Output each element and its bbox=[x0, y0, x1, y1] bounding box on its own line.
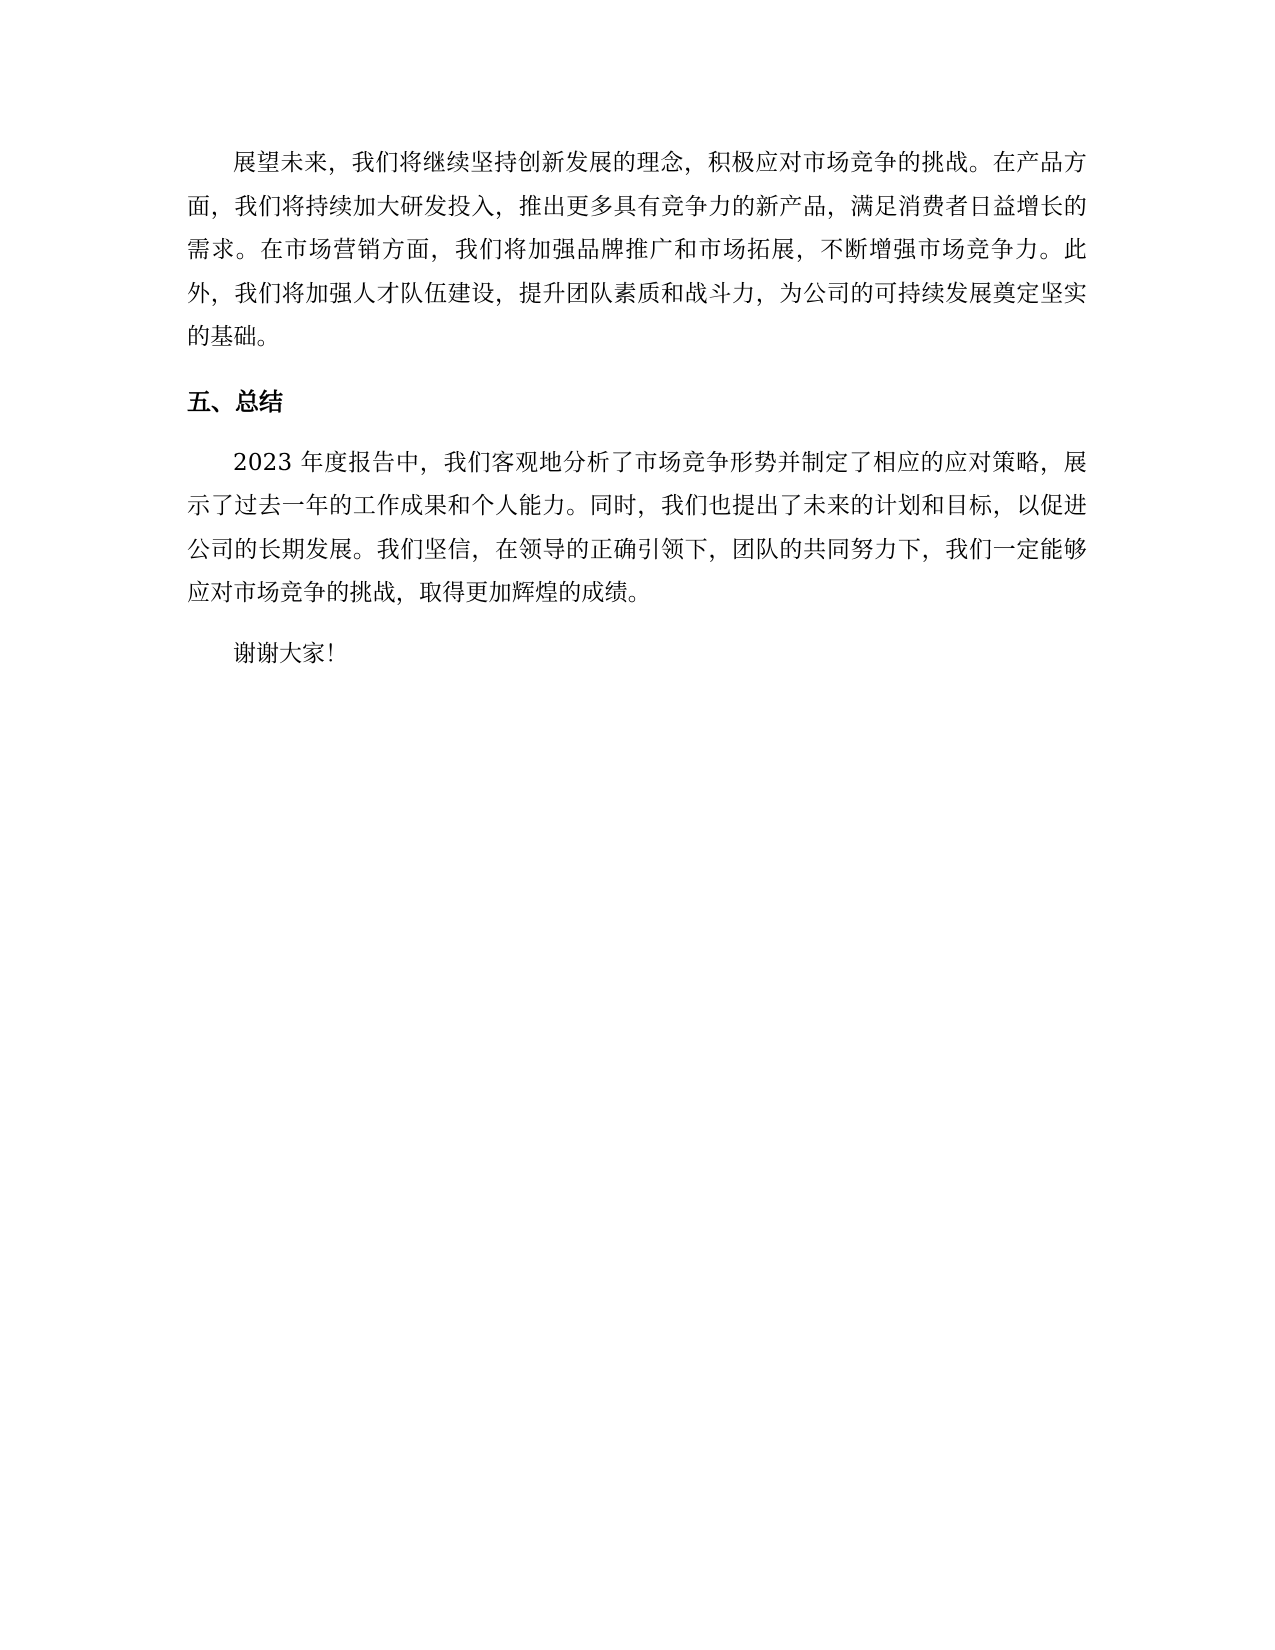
paragraph-summary: 2023 年度报告中，我们客观地分析了市场竞争形势并制定了相应的应对策略，展示了过去一年的工作成果和个人能力。同时，我们也提出了未来的计划和目标，以促进公司的长期发展。我们坚信，在领导的正确引领下，团队的共同努力下，我们一定能够应对市场竞争的挑战，取得更加辉煌的成绩。 bbox=[187, 449, 1087, 606]
closing-thanks: 谢谢大家！ bbox=[233, 640, 348, 667]
section-heading-summary: 五、总结 bbox=[187, 387, 283, 416]
document-body bbox=[187, 142, 1087, 676]
paragraph-future-outlook: 展望未来，我们将继续坚持创新发展的理念，积极应对市场竞争的挑战。在产品方面，我们将持续加大研发投入，推出更多具有竞争力的新产品，满足消费者日益增长的需求。在市场营销方面，我们将加强品牌推广和市场拓展，不断增强市场竞争力。此外，我们将加强人才队伍建设，提升团队素质和战斗力，为公司的可持续发展奠定坚实的基础。 bbox=[187, 150, 1087, 350]
